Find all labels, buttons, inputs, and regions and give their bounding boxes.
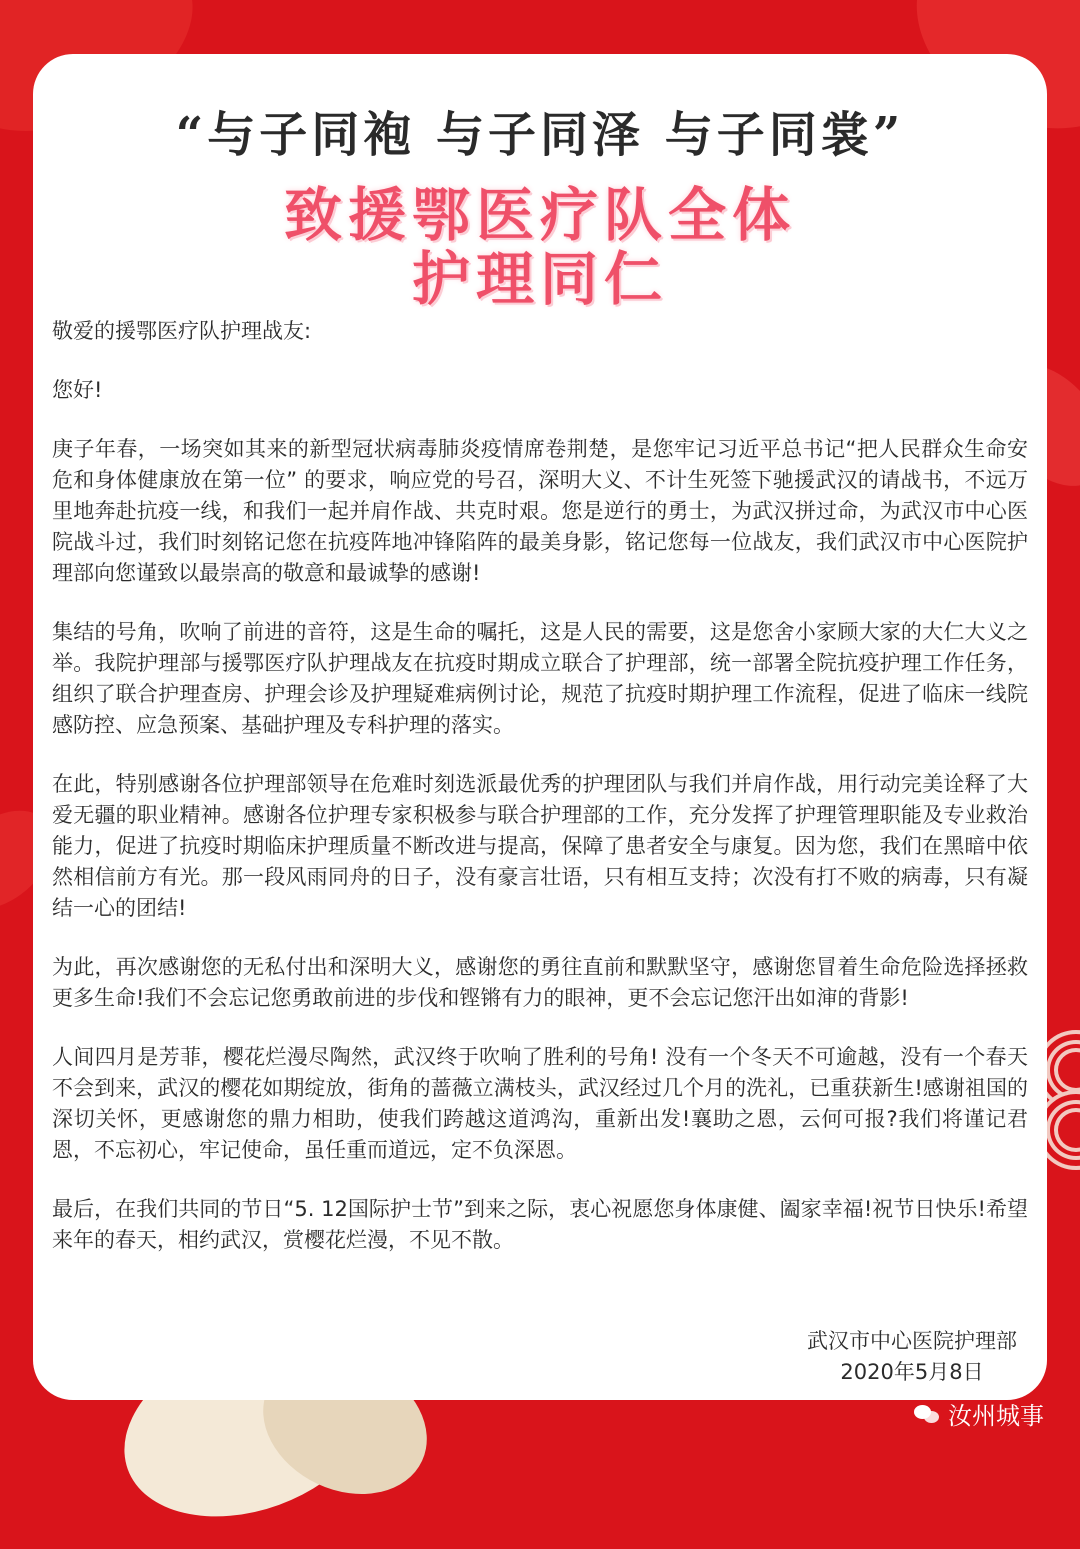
- paragraph: 最后，在我们共同的节日“5. 12国际护士节”到来之际，衷心祝愿您身体康健、阖家幸福!祝节日快乐!希望来年的春天，相约武汉，赏樱花烂漫，不见不散。: [52, 1197, 1028, 1252]
- letter-card: [33, 54, 1047, 1400]
- signature-org: 武汉市中心医院护理部: [807, 1329, 1017, 1353]
- watermark: [914, 1396, 1044, 1431]
- paragraph: 人间四月是芳菲，樱花烂漫尽陶然，武汉终于吹响了胜利的号角! 没有一个冬天不可逾越，没有一个春天不会到来，武汉的樱花如期绽放，街角的蔷薇立满枝头，武汉经过几个月的洗礼，已重获新生!感谢祖国的深切关怀，更感谢您的鼎力相助，使我们跨越这道鸿沟，重新出发!襄助之恩，云何可报?我们将谨记君恩，不忘初心，牢记使命，虽任重而道远，定不负深恩。: [52, 1045, 1028, 1162]
- wechat-icon: [914, 1403, 940, 1425]
- paragraph: 庚子年春，一场突如其来的新型冠状病毒肺炎疫情席卷荆楚，是您牢记习近平总书记“把人民群众生命安危和身体健康放在第一位” 的要求，响应党的号召，深明大义、不计生死签下驰援武汉的请战书，不远万里地奔赴抗疫一线，和我们一起并肩作战、共克时艰。您是逆行的勇士，为武汉拼过命，为武汉市中心医院战斗过，我们时刻铭记您在抗疫阵地冲锋陷阵的最美身影，铭记您每一位战友，我们武汉市中心医院护理部向您谨致以最崇高的敬意和最诚挚的感谢!: [52, 437, 1028, 585]
- main-title-line-2: 护理同仁: [411, 245, 668, 313]
- watermark-text: 汝州城事: [948, 1402, 1044, 1430]
- paragraph: 为此，再次感谢您的无私付出和深明大义，感谢您的勇往直前和默默坚守，感谢您冒着生命危险选择拯救更多生命!我们不会忘记您勇敢前进的步伐和铿锵有力的眼神，更不会忘记您汗出如渖的背影!: [52, 955, 1028, 1010]
- signature-block: [807, 1326, 1017, 1388]
- signature-date: 2020年5月8日: [840, 1360, 984, 1384]
- letter-body: [52, 316, 1028, 1284]
- paragraph: 在此，特别感谢各位护理部领导在危难时刻选派最优秀的护理团队与我们并肩作战，用行动完美诠释了大爱无疆的职业精神。感谢各位护理专家积极参与联合护理部的工作，充分发挥了护理管理职能及专业救治能力，促进了抗疫时期临床护理质量不断改进与提高，保障了患者安全与康复。因为您，我们在黑暗中依然相信前方有光。那一段风雨同舟的日子，没有豪言壮语，只有相互支持；次没有打不败的病毒，只有凝结一心的团结!: [52, 772, 1028, 920]
- greeting: 您好!: [52, 378, 103, 402]
- salutation: 敬爱的援鄂医疗队护理战友:: [52, 319, 312, 343]
- main-title-line-1: 致援鄂医疗队全体: [283, 181, 796, 249]
- quote-title: “与子同袍 与子同泽 与子同裳”: [175, 107, 905, 163]
- paragraph: 集结的号角，吹响了前进的音符，这是生命的嘱托，这是人民的需要，这是您舍小家顾大家的大仁大义之举。我院护理部与援鄂医疗队护理战友在抗疫时期成立联合了护理部，统一部署全院抗疫护理工作任务，组织了联合护理查房、护理会诊及护理疑难病例讨论，规范了抗疫时期护理工作流程，促进了临床一线院感防控、应急预案、基础护理及专科护理的落实。: [52, 620, 1028, 737]
